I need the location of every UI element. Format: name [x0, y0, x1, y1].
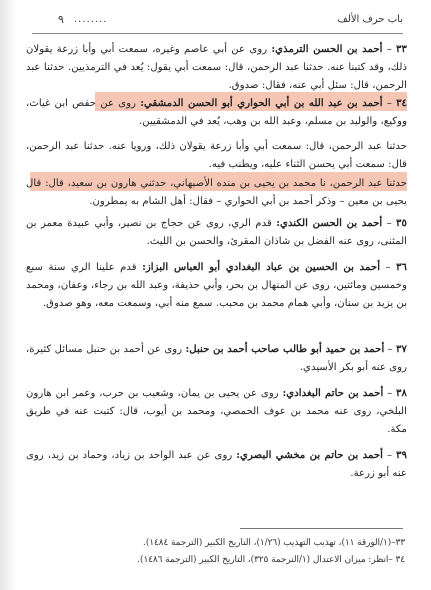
entry-number: ٣٦ [396, 261, 407, 273]
entry-separator: – [383, 450, 397, 461]
entry-37 [26, 340, 407, 377]
entry-name: أحمد بن حميد أبو طالب صاحب أحمد بن حنبل: [185, 343, 385, 355]
entry-name: أحمد بن حاتم البغدادي: [282, 387, 384, 399]
entry-separator: – [382, 98, 397, 109]
entry-name: أحمد بن حاتم بن مخشي البصري: [236, 449, 384, 461]
entry-number: ٣٤ [396, 97, 408, 109]
entry-number: ٣٣ [396, 43, 407, 55]
entry-38 [26, 384, 407, 439]
entry-33 [26, 40, 407, 95]
entry-text: روى عن حفص ابن غياث، ووكيع، والوليد بن مسلم، وعبد الله بن وهب، يُعد في الدمشقيين. [26, 98, 407, 127]
footnote-34 [30, 553, 405, 567]
entry-name: أحمد بن الحسن الترمذي: [271, 43, 383, 55]
entry-number: ٣٥ [396, 217, 407, 229]
entry-paragraph: حدثنا عبد الرحمن، قال: سمعت أبي وأبا زرعة يقولان ذلك، ورويا عنه. حدثنا عبد الرحمن، قال: سمعت أبي يحسن الثناء عليه، ويطنب فيه. [26, 141, 407, 170]
entry-separator: – [384, 344, 397, 355]
entry-text: روى عن أحمد بن حنبل مسائل كثيرة، روى عنه أبو بكر الأسيدي. [26, 344, 407, 373]
entry-text: روى عن أبي عاصم وغيره، سمعت أبي وأبا زرعة يقولان ذلك، وقد كتبنا عنه. حدثنا عبد الرحمن، قال: سمعت أبي يقول: يُعد في الترمذيين. حدثنا عبد الرحمن، قال: سئل أبي عنه، فقال: صدوق. [26, 44, 407, 91]
entry-name: أحمد بن الحسين بن عباد البغدادي أبو العباس البزاز: [142, 261, 381, 273]
header-dots: ........ [74, 14, 108, 25]
chapter-title: باب حرف الألف [337, 14, 403, 25]
entry-name: أحمد بن الحسن الكندي: [276, 217, 383, 229]
header-rule [32, 33, 403, 34]
footnote-33 [30, 536, 405, 550]
footnote-text: ٣٣–(١/الورقة ١١)، تهذيب التهذيب (١/٢٦)، التاريخ الكبير (الترجمة ١٤٨٤). [143, 538, 405, 548]
entry-name: أحمد بن عبد الله بن أبي الحواري أبو الحسن الدمشقي: [140, 97, 383, 109]
entry-separator: – [382, 44, 397, 55]
page-header [34, 14, 403, 30]
entry-number: ٣٧ [396, 343, 407, 355]
page-number: ٩ [58, 13, 64, 26]
entry-number: ٣٨ [396, 387, 407, 399]
entry-paragraph: حدثنا عبد الرحمن، نا محمد بن يحيى بن منده الأصبهاني، حدثني هارون بن سعيد، قال: قال يحيى بن معين – وذكر أحمد بن أبي الحواري – فقال: أهل الشام به يمطرون. [26, 178, 407, 207]
entry-number: ٣٩ [396, 449, 407, 461]
entry-39 [26, 446, 407, 483]
entry-35 [26, 214, 407, 251]
entry-separator: – [380, 262, 397, 273]
entry-text: روى عن يحيى بن يمان، وشعيب بن حرب، وعمر ابن هارون البلخي، روى عنه محمد بن عوف الحمصي، ومحمد بن أيوب، قال: كتبت عنه في طريق مكة. [26, 388, 407, 435]
entry-separator: – [382, 218, 397, 229]
entry-34-para3 [26, 175, 407, 211]
entry-separator: – [383, 388, 397, 399]
entry-36 [26, 258, 407, 313]
entry-34 [26, 94, 407, 131]
entry-34-para2 [26, 138, 407, 174]
footnote-text: ٣٤ –انظر: ميزان الاعتدال (١/الترجمة ٣٢٥)، التاريخ الكبير (الترجمة ١٤٨٦). [137, 555, 405, 565]
page-edge-shadow [0, 0, 16, 590]
footnote-rule [240, 528, 403, 529]
entry-text: روى عن عبد الواحد بن زياد، وحماد بن زيد، روى عنه أبو زرعة. [26, 450, 407, 479]
entry-text: قدم علينا الري سنة سبع وخمسين ومائتين، روى عن المنهال بن بحر، وأبي حذيفة، وعبد الله بن رجاء، وعفان، ومحمد بن يزيد بن سنان، وأبي همام محمد بن محبب. سمع منه أبي، وسمعت معه، وهو صدوق. [26, 262, 407, 309]
entry-text: قدم الري، روى عن حجاج بن نصير، وأبي عبيدة معمر بن المثنى، روى عنه الفضل بن شاذان المقرئ، والحسن بن الليث. [26, 218, 407, 247]
